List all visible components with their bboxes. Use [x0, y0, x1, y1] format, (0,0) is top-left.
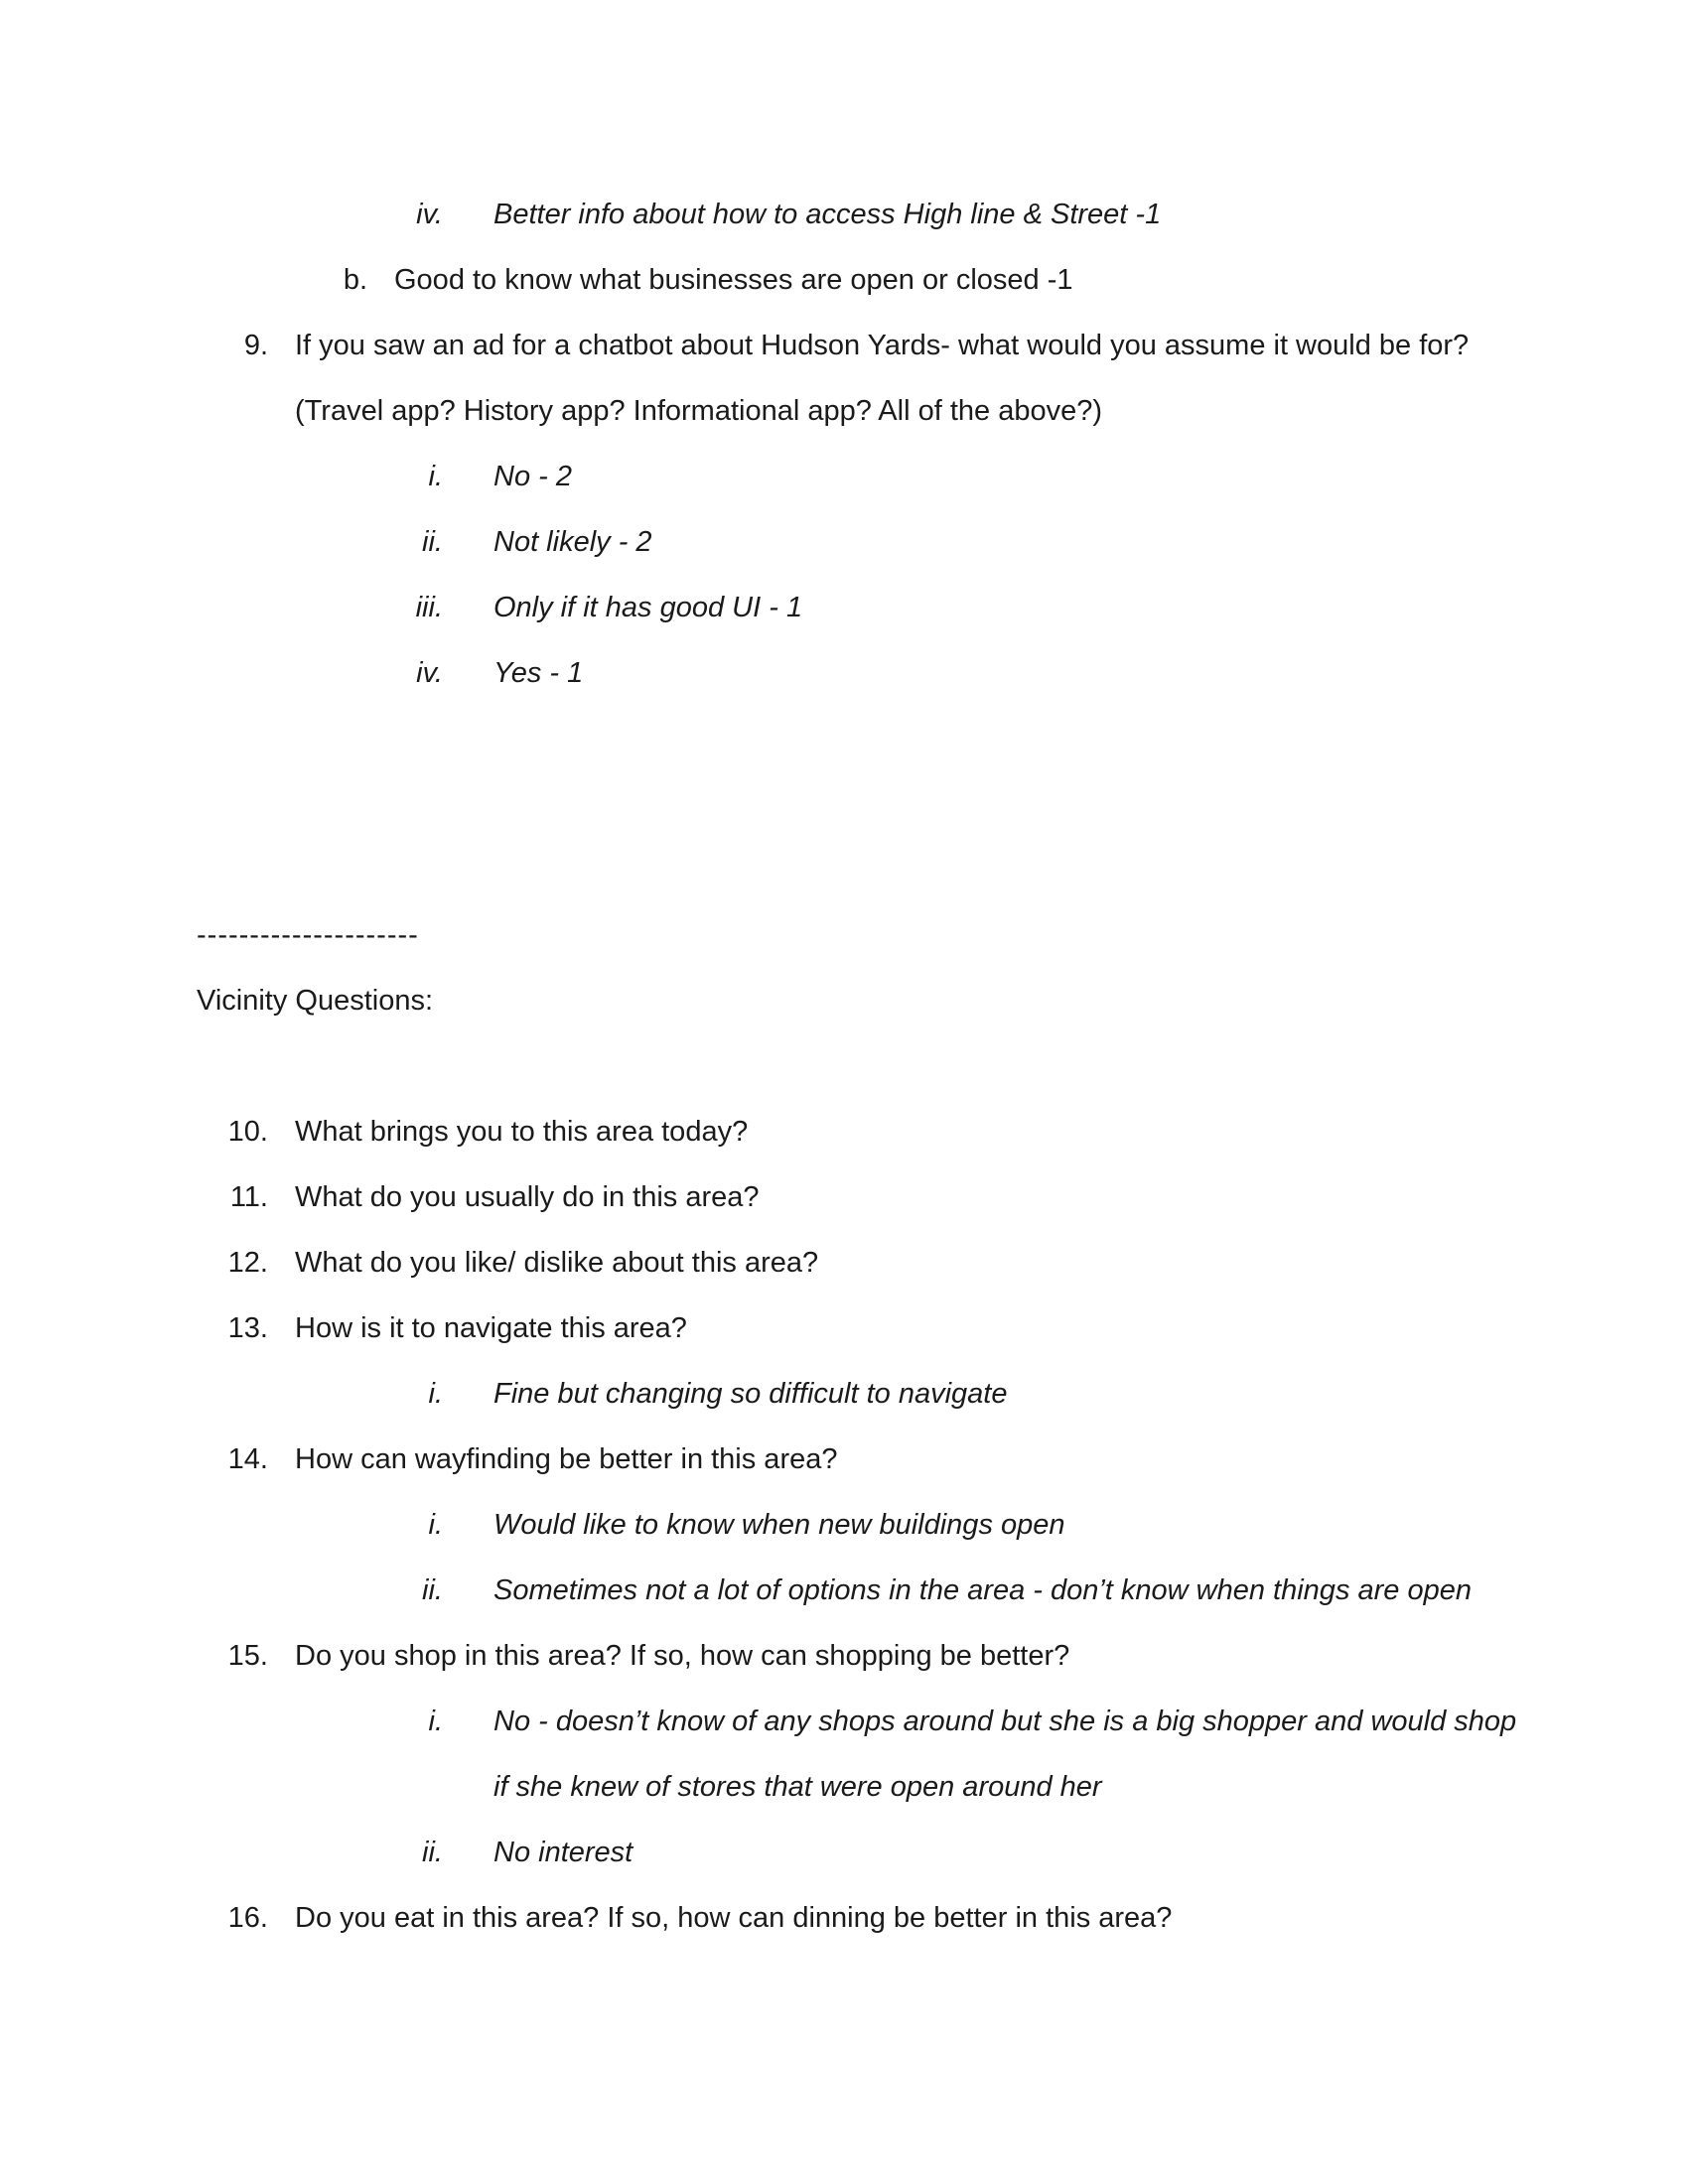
answer-text: Only if it has good UI - 1	[493, 592, 803, 623]
question-text-11: What do you usually do in this area?	[295, 1181, 760, 1213]
answer-marker: ii.	[422, 1574, 443, 1606]
answer-text: Better info about how to access High line & Street -1	[493, 199, 1162, 230]
answer-marker: ii.	[422, 1837, 443, 1868]
answer-text: Not likely - 2	[493, 526, 652, 558]
answer-marker: i.	[428, 1378, 443, 1410]
question-text-14: How can wayfinding be better in this area?	[295, 1443, 838, 1475]
answer-text-continued: if she knew of stores that were open around her	[493, 1771, 1102, 1803]
list-marker-iv: iv.	[416, 199, 443, 230]
list-item-text: Good to know what businesses are open or closed -1	[394, 264, 1073, 296]
question-number-16: 16.	[227, 1902, 268, 1934]
answer-marker: ii.	[422, 526, 443, 558]
question-number-12: 12.	[227, 1247, 268, 1279]
section-divider: ---------------------	[197, 919, 419, 951]
question-text-10: What brings you to this area today?	[295, 1116, 749, 1148]
question-text-9: If you saw an ad for a chatbot about Hudson Yards- what would you assume it would be for?	[295, 330, 1470, 361]
answer-text: Yes - 1	[493, 657, 584, 689]
question-number-9: 9.	[243, 330, 268, 361]
answer-text: Sometimes not a lot of options in the area - don’t know when things are open	[493, 1574, 1472, 1606]
answer-text: No - doesn’t know of any shops around but she is a big shopper and would shop	[493, 1706, 1517, 1737]
section-title: Vicinity Questions:	[197, 985, 434, 1017]
question-text-12: What do you like/ dislike about this area?	[295, 1247, 819, 1279]
question-number-13: 13.	[227, 1312, 268, 1344]
question-number-15: 15.	[227, 1640, 268, 1672]
answer-marker: i.	[428, 1706, 443, 1737]
question-number-11: 11.	[229, 1181, 268, 1213]
question-text-13: How is it to navigate this area?	[295, 1312, 687, 1344]
answer-marker: i.	[428, 1509, 443, 1541]
list-marker-b: b.	[343, 264, 367, 296]
question-text-15: Do you shop in this area? If so, how can shopping be better?	[295, 1640, 1070, 1672]
answer-marker: i.	[428, 461, 443, 492]
answer-text: No interest	[493, 1837, 633, 1868]
answer-text: Fine but changing so difficult to navigate	[493, 1378, 1008, 1410]
answer-marker: iv.	[416, 657, 443, 689]
question-number-14: 14.	[227, 1443, 268, 1475]
question-number-10: 10.	[227, 1116, 268, 1148]
answer-text: No - 2	[493, 461, 572, 492]
question-text-9-continued: (Travel app? History app? Informational app? All of the above?)	[295, 395, 1103, 427]
answer-marker: iii.	[415, 592, 443, 623]
answer-text: Would like to know when new buildings open	[493, 1509, 1065, 1541]
question-text-16: Do you eat in this area? If so, how can dinning be better in this area?	[295, 1902, 1173, 1934]
